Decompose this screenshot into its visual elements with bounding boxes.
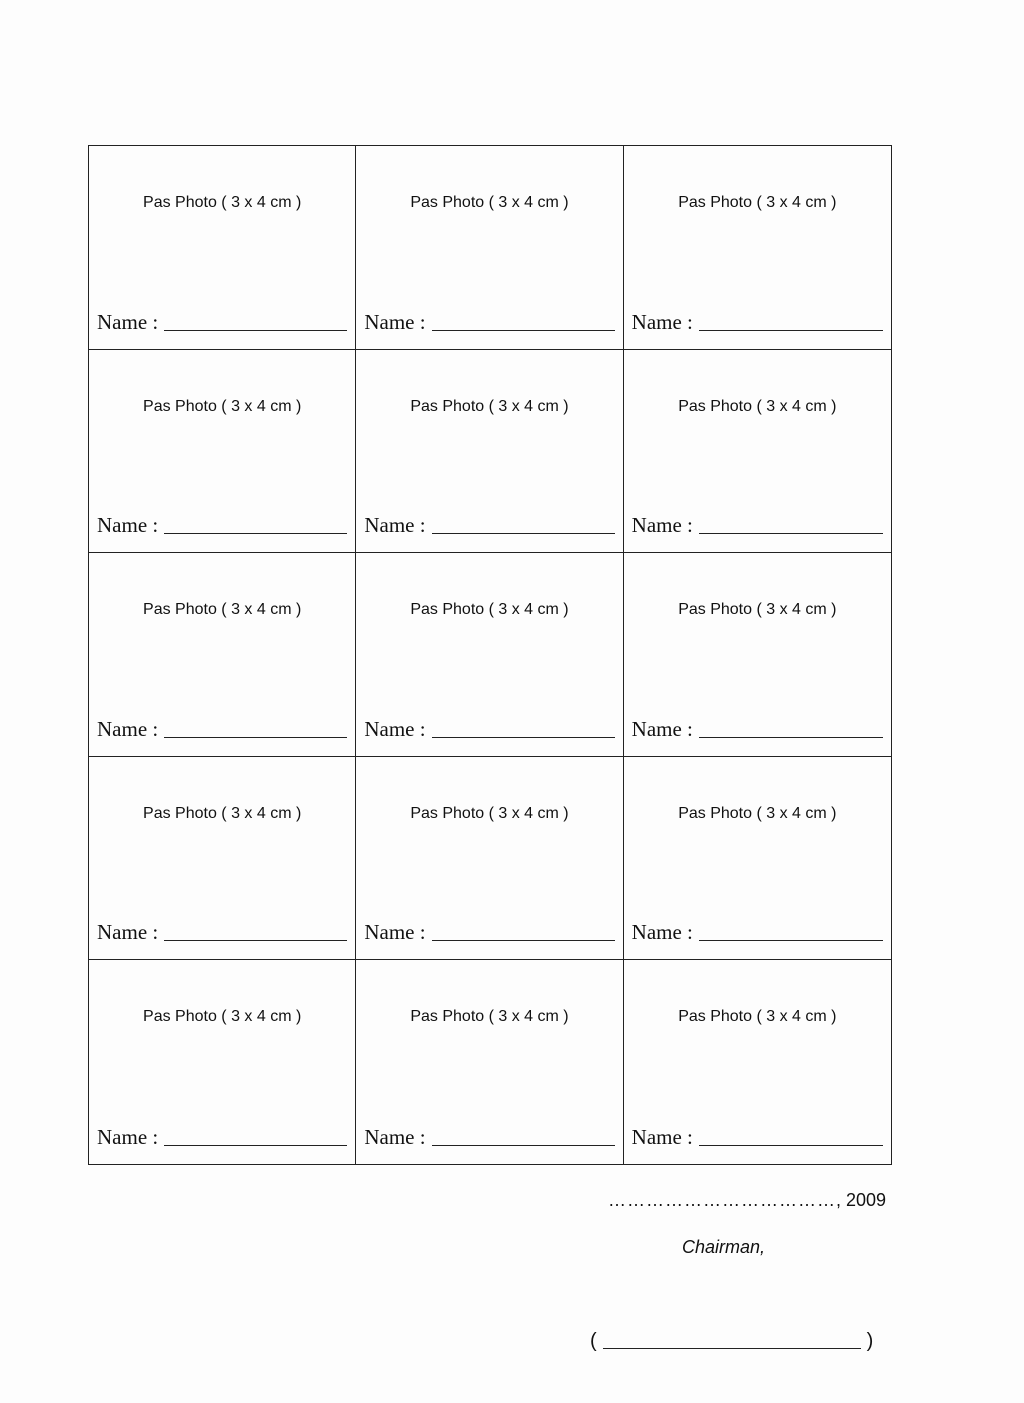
photo-placeholder-label: Pas Photo ( 3 x 4 cm ) — [678, 194, 837, 211]
name-blank-line — [164, 1145, 347, 1146]
photo-placeholder-label: Pas Photo ( 3 x 4 cm ) — [678, 1008, 837, 1026]
photo-placeholder-label: Pas Photo ( 3 x 4 cm ) — [410, 804, 569, 822]
name-row — [364, 920, 614, 945]
photo-placeholder-label: Pas Photo ( 3 x 4 cm ) — [410, 194, 569, 211]
photo-cell — [624, 146, 891, 350]
photo-placeholder-label: Pas Photo ( 3 x 4 cm ) — [143, 804, 302, 822]
name-row — [632, 310, 883, 335]
photo-placeholder-label: Pas Photo ( 3 x 4 cm ) — [678, 804, 837, 822]
photo-cell — [89, 350, 356, 554]
name-label: Name : — [364, 716, 426, 741]
chairman-title: Chairman, — [682, 1237, 766, 1257]
name-label: Name : — [631, 920, 693, 945]
photo-cell — [89, 146, 356, 350]
name-label: Name : — [97, 309, 159, 334]
name-blank-line — [699, 533, 883, 534]
name-label: Name : — [97, 716, 159, 741]
name-row — [364, 310, 614, 335]
name-blank-line — [699, 1145, 883, 1146]
name-label: Name : — [364, 920, 426, 945]
name-blank-line — [164, 737, 347, 738]
name-label: Name : — [97, 1125, 159, 1149]
name-row — [364, 717, 614, 742]
name-row — [97, 310, 347, 335]
name-row — [632, 1125, 883, 1150]
name-row — [364, 513, 614, 538]
name-label: Name : — [364, 1125, 426, 1149]
name-row — [632, 920, 883, 945]
photo-placeholder-label: Pas Photo ( 3 x 4 cm ) — [678, 601, 837, 619]
photo-cell — [356, 350, 623, 554]
date-dots: ……………………………… — [608, 1190, 836, 1210]
name-row — [97, 920, 347, 945]
photo-placeholder-label: Pas Photo ( 3 x 4 cm ) — [410, 397, 569, 415]
name-blank-line — [432, 1145, 615, 1146]
name-label: Name : — [364, 513, 426, 538]
photo-cell — [89, 757, 356, 961]
photo-placeholder-label: Pas Photo ( 3 x 4 cm ) — [678, 397, 837, 415]
name-label: Name : — [631, 309, 693, 334]
photo-cell — [624, 960, 891, 1164]
name-label: Name : — [364, 309, 426, 334]
signature-line — [590, 1330, 873, 1353]
photo-placeholder-label: Pas Photo ( 3 x 4 cm ) — [410, 601, 569, 619]
name-label: Name : — [631, 513, 693, 538]
photo-placeholder-label: Pas Photo ( 3 x 4 cm ) — [143, 1008, 302, 1026]
photo-placeholder-label: Pas Photo ( 3 x 4 cm ) — [143, 397, 302, 415]
signature-open-paren: ( — [590, 1330, 597, 1352]
photo-cell — [89, 960, 356, 1164]
name-blank-line — [164, 940, 347, 941]
name-blank-line — [699, 737, 883, 738]
photo-cell — [624, 350, 891, 554]
name-row — [364, 1125, 614, 1150]
name-label: Name : — [631, 716, 693, 741]
photo-cell — [89, 553, 356, 757]
name-row — [97, 513, 347, 538]
photo-cell — [356, 553, 623, 757]
photo-placeholder-label: Pas Photo ( 3 x 4 cm ) — [143, 601, 302, 619]
name-blank-line — [164, 533, 347, 534]
date-year: , 2009 — [836, 1190, 887, 1210]
name-blank-line — [164, 330, 347, 331]
name-label: Name : — [97, 920, 159, 945]
signature-close-paren: ) — [866, 1330, 874, 1352]
photo-grid — [88, 145, 892, 1165]
name-label: Name : — [631, 1125, 693, 1149]
photo-placeholder-label: Pas Photo ( 3 x 4 cm ) — [410, 1008, 569, 1026]
photo-cell — [624, 757, 891, 961]
photo-cell — [356, 960, 623, 1164]
name-row — [632, 717, 883, 742]
photo-placeholder-label: Pas Photo ( 3 x 4 cm ) — [143, 194, 302, 211]
name-row — [97, 1125, 347, 1150]
name-label: Name : — [97, 513, 159, 538]
name-blank-line — [432, 533, 615, 534]
name-row — [97, 717, 347, 742]
signature-blank-line — [603, 1348, 861, 1349]
name-row — [632, 513, 883, 538]
name-blank-line — [432, 330, 615, 331]
name-blank-line — [699, 330, 883, 331]
name-blank-line — [432, 940, 615, 941]
name-blank-line — [699, 940, 883, 941]
date-line — [608, 1190, 886, 1211]
photo-cell — [356, 757, 623, 961]
photo-cell — [356, 146, 623, 350]
name-blank-line — [432, 737, 615, 738]
photo-cell — [624, 553, 891, 757]
